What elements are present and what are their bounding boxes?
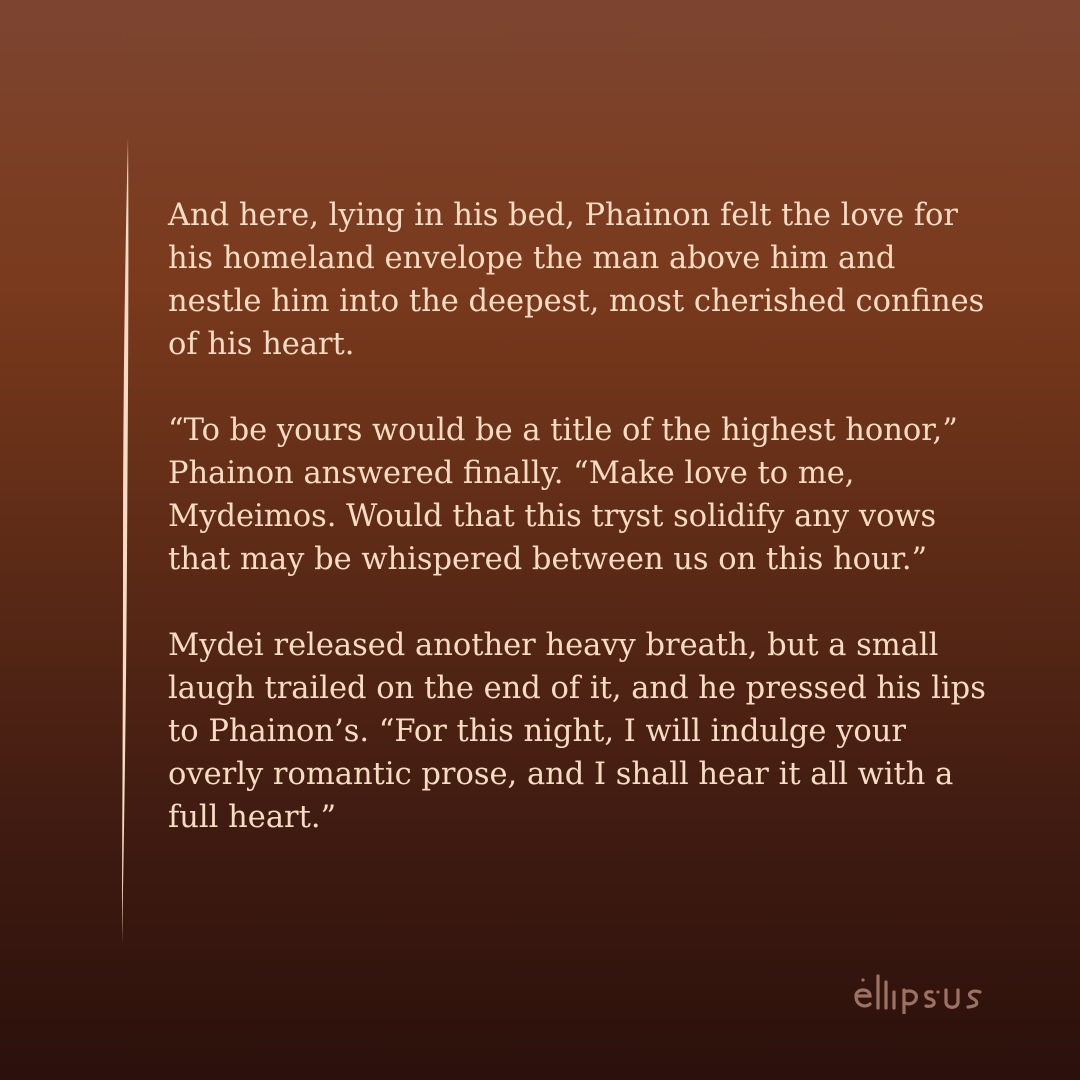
passage-text [168, 194, 988, 839]
paragraph-2: “To be yours would be a title of the highest honor,” Phainon answered finally. “Make love to me, Mydeimos. Would that this tryst solidify any vows that may be whispered between us on this hour.” [168, 413, 958, 577]
paragraph-1: And here, lying in his bed, Phainon felt the love for his homeland envelope the man above him and nestle him into the deepest, most cherished confines of his heart. [168, 198, 985, 362]
vertical-brush-divider [112, 138, 136, 944]
ellipsis-logo-mark [852, 966, 1002, 1014]
ellipsis-logo [852, 966, 1002, 1014]
paragraph-3: Mydei released another heavy breath, but a small laugh trailed on the end of it, and he pressed his lips to Phainon’s. “For this night, I will indulge your overly romantic prose, and I shall hear it all with a full heart.” [168, 628, 986, 835]
